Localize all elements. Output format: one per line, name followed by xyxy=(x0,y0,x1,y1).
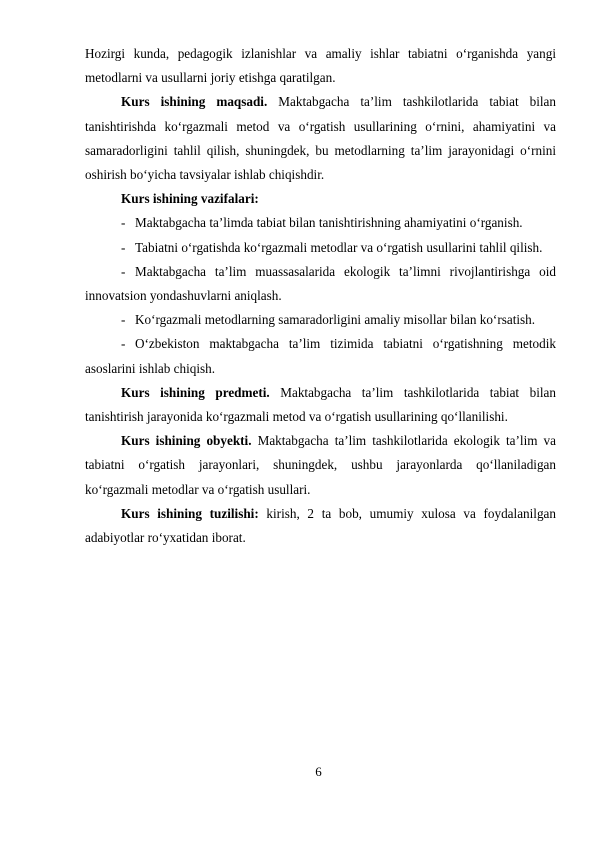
structure-label: Kurs ishining tuzilishi: xyxy=(121,505,259,521)
object-label: Kurs ishining obyekti. xyxy=(121,433,252,449)
goal-label: Kurs ishining maqsadi. xyxy=(121,94,268,110)
subject-label: Kurs ishining predmeti. xyxy=(121,384,270,400)
task-item-text: Maktabgacha ta’lim muassasalarida ekologik ta’limni rivojlantirishga oid innovatsion yondashuvlarni aniqlash. xyxy=(85,263,556,304)
structure-text: kirish, 2 ta bob, umumiy xulosa va foydalanilgan adabiyotlar ro‘yxatidan iborat. xyxy=(85,505,557,546)
tasks-heading xyxy=(85,187,556,211)
tasks-heading-label: Kurs ishining vazifalari: xyxy=(121,191,259,207)
dash-bullet: - xyxy=(121,215,126,231)
task-item-text: Ko‘rgazmali metodlarning samaradorligini amaliy misollar bilan ko‘rsatish. xyxy=(135,312,536,328)
structure-paragraph xyxy=(85,502,556,550)
dash-bullet: - xyxy=(121,336,126,352)
dash-bullet: - xyxy=(121,239,126,255)
goal-text: Maktabgacha ta’lim tashkilotlarida tabiat bilan tanishtirishda ko‘rgazmali metod va o‘rgatish usullarining o‘rnini, ahamiyatini va samaradorligini tahlil qilish, shuningdek, bu metodlarning ta’lim jarayonidagi o‘rnini oshirish bo‘yicha tavsiyalar ishlab chiqishdir. xyxy=(85,94,556,183)
task-item-text: O‘zbekiston maktabgacha ta’lim tizimida tabiatni o‘rgatishning metodik asoslarini ishlab chiqish. xyxy=(85,336,556,376)
dash-bullet: - xyxy=(121,312,126,328)
object-paragraph xyxy=(85,429,556,502)
subject-text: Maktabgacha ta’lim tashkilotlarida tabiat bilan tanishtirish jarayonida ko‘rgazmali metod va o‘rgatish usullarining qo‘llanilishi. xyxy=(85,384,556,425)
task-item xyxy=(85,211,556,235)
goal-paragraph xyxy=(85,90,556,187)
subject-paragraph xyxy=(85,381,556,429)
dash-bullet: - xyxy=(121,263,126,279)
task-item-text: Tabiatni o‘rgatishda ko‘rgazmali metodlar va o‘rgatish usullarini tahlil qilish. xyxy=(135,239,543,255)
intro-paragraph: Hozirgi kunda, pedagogik izlanishlar va amaliy ishlar tabiatni o‘rganishda yangi metodlarni va usullarni joriy etishga qaratilgan. xyxy=(85,46,556,86)
task-item-text: Maktabgacha ta’limda tabiat bilan tanishtirishning ahamiyatini o‘rganish. xyxy=(135,215,523,231)
document-page xyxy=(85,42,556,550)
task-item xyxy=(85,308,556,332)
task-item xyxy=(85,236,556,260)
task-item xyxy=(85,332,556,380)
object-text: Maktabgacha ta’lim tashkilotlarida ekologik ta’lim va tabiatni o‘rgatish jarayonlari, shuningdek, ushbu jarayonlarda qo‘llaniladigan ko‘rgazmali metodlar va o‘rgatish usullari. xyxy=(85,433,557,497)
page-number: 6 xyxy=(315,764,322,779)
task-item xyxy=(85,260,556,308)
